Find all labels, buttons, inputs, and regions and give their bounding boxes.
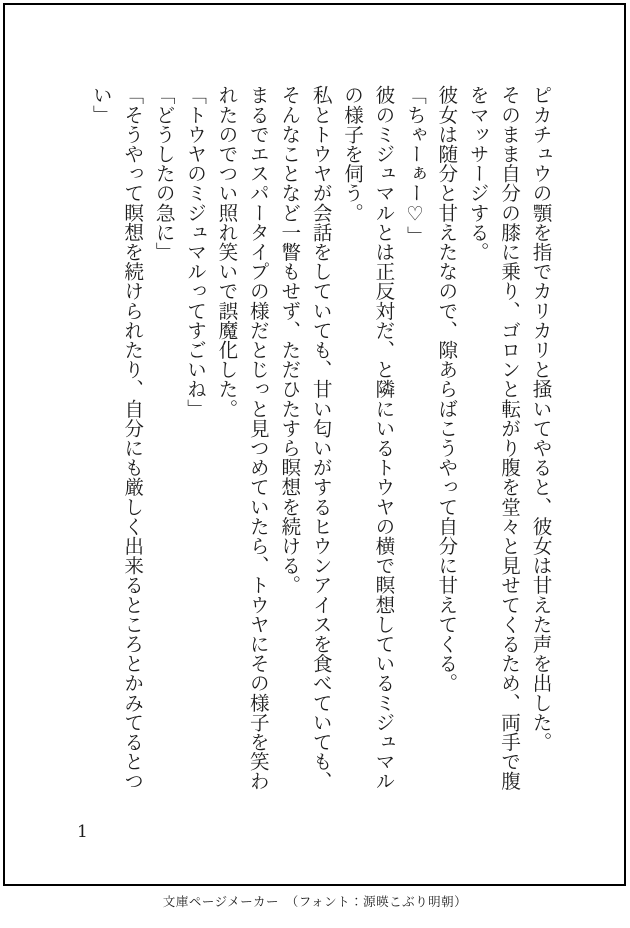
paragraph: まるでエスパータイプの様だとじっと見つめていたら、トウヤにその様子を笑われたのでつい照れ笑いで誤魔化した。 [214, 85, 270, 791]
paragraph: ピカチュウの顎を指でカリカリと掻いてやると、彼女は甘えた声を出した。 [529, 85, 552, 752]
story-text [85, 85, 556, 792]
footer-caption: 文庫ページメーカー （フォント：源暎こぶり明朝） [162, 894, 468, 909]
page-number: 1 [77, 822, 88, 842]
page-frame [3, 3, 626, 886]
paragraph: 「ちゃーぁー♡」 [403, 85, 427, 246]
paragraph: 「どうしたの急に」 [152, 85, 176, 262]
paragraph: 彼女は随分と甘えたなので、隙あらばこうやって自分に甘えてくる。 [434, 85, 458, 693]
paragraph: 「トウヤのミジュマルってすごいね」 [183, 85, 207, 419]
paragraph: 私とトウヤが会話をしていても、甘い匂いがするヒウンアイスを食べていても、そんなことなど一瞥もせず、ただひたすら瞑想を続ける。 [277, 85, 333, 791]
paragraph: そのまま自分の膝に乗り、ゴロンと転がり腹を堂々と見せてくるため、両手で腹をマッサージする。 [466, 85, 521, 791]
paragraph: 「そうやって瞑想を続けられたり、自分にも厳しく出来るところとかみてるとつい」 [89, 85, 144, 791]
paragraph: 彼のミジュマルとは正反対だ、と隣にいるトウヤの横で瞑想しているミジュマルの様子を伺う。 [340, 85, 395, 791]
